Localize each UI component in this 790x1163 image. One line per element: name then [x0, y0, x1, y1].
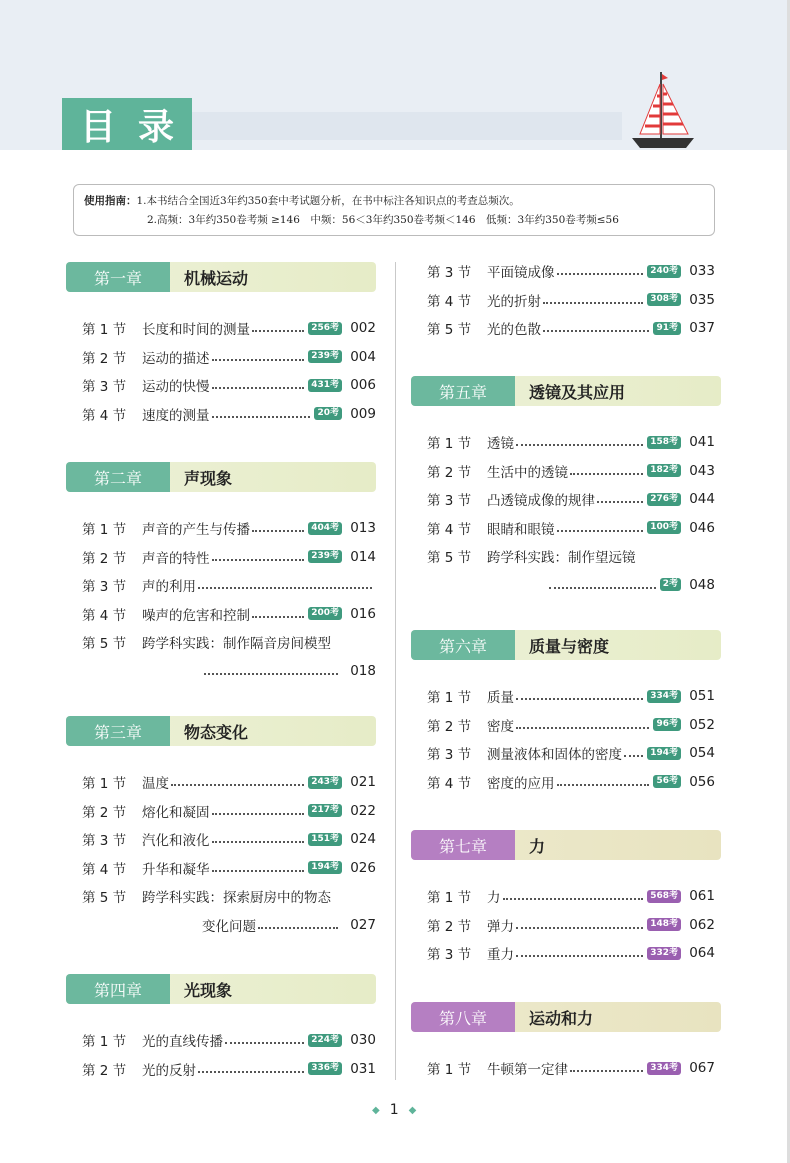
leader-dots: [516, 698, 643, 700]
frequency-badge: 256考: [308, 322, 342, 335]
leader-dots: [557, 273, 644, 275]
section-number: 第 1 节: [82, 1034, 127, 1050]
page-number: 1: [389, 1102, 399, 1118]
frequency-badge: 151考: [308, 833, 342, 846]
page-ref: 054: [689, 745, 715, 761]
frequency-badge: 239考: [308, 350, 342, 363]
page-ref: 009: [350, 405, 376, 422]
toc-row[interactable]: [427, 1057, 715, 1079]
page-ref: 021: [350, 774, 376, 790]
section-number: 第 1 节: [82, 522, 127, 538]
chapter-title: 机械运动: [184, 268, 249, 288]
toc-row[interactable]: [82, 800, 376, 822]
section-title: 跨学科实践：制作望远镜: [487, 550, 636, 566]
toc-row[interactable]: [82, 574, 376, 596]
leader-dots: [557, 784, 650, 786]
section-title: 噪声的危害和控制: [142, 607, 250, 624]
chapter-title: 质量与密度: [529, 636, 610, 656]
chapter-title: 运动和力: [529, 1008, 594, 1028]
chapter-title: 透镜及其应用: [529, 382, 626, 402]
section-title: 弹力: [487, 918, 514, 935]
section-number: 第 3 节: [82, 379, 127, 395]
section-number: 第 2 节: [427, 464, 472, 481]
frequency-badge: 194考: [647, 747, 681, 760]
toc-row[interactable]: [427, 431, 715, 453]
frequency-badge: 217考: [308, 804, 342, 817]
section-number: 第 2 节: [82, 804, 127, 821]
page-ref: 041: [689, 434, 715, 450]
page-footer: [372, 1102, 416, 1118]
page-ref: 016: [350, 605, 376, 622]
section-number: 第 1 节: [427, 1062, 472, 1078]
frequency-badge: 182考: [647, 464, 681, 477]
frequency-badge: 96考: [653, 718, 681, 731]
frequency-badge: 404考: [308, 522, 342, 535]
page-ref: 022: [350, 802, 376, 819]
section-number: 第 2 节: [82, 1062, 127, 1079]
frequency-badge: 334考: [647, 690, 681, 703]
diamond-right-icon: ◆: [408, 1104, 417, 1116]
section-title: 跨学科实践：探索厨房中的物态: [142, 890, 331, 906]
section-number: 第 4 节: [427, 293, 472, 310]
toc-row[interactable]: [427, 260, 715, 282]
page-ref: 043: [689, 462, 715, 479]
section-number: 第 3 节: [427, 493, 472, 509]
toc-row[interactable]: [427, 914, 715, 936]
section-title: 密度: [487, 718, 514, 735]
leader-dots: [252, 330, 304, 332]
chapter-title: 光现象: [184, 980, 233, 1000]
page-ref: 046: [689, 519, 715, 536]
page-ref: 027: [350, 916, 376, 933]
frequency-badge: 2考: [660, 578, 681, 591]
frequency-badge: 334考: [647, 1062, 681, 1075]
section-number: 第 5 节: [427, 550, 472, 566]
chapter-header-left-3[interactable]: [66, 974, 376, 1004]
page-ref: 004: [350, 348, 376, 365]
title-strip: [192, 112, 622, 140]
leader-dots: [204, 673, 338, 675]
chapter-tag: 第三章: [66, 716, 170, 746]
leader-dots: [212, 359, 305, 361]
leader-dots: [570, 1070, 643, 1072]
section-number: 第 5 节: [82, 636, 127, 652]
chapter-header-right-2[interactable]: [411, 830, 721, 860]
section-title: 光的折射: [487, 293, 541, 310]
page-ref: 048: [689, 576, 715, 593]
section-number: 第 5 节: [82, 890, 127, 906]
frequency-badge: 56考: [653, 775, 681, 788]
toc-row[interactable]: [427, 942, 715, 964]
chapter-header-right-1[interactable]: [411, 630, 721, 660]
leader-dots: [212, 416, 311, 418]
frequency-badge: 276考: [647, 493, 681, 506]
section-number: 第 2 节: [427, 718, 472, 735]
usage-guide: [73, 184, 715, 236]
chapter-tag: 第七章: [411, 830, 515, 860]
leader-dots: [212, 870, 305, 872]
page-ref: 035: [689, 291, 715, 308]
page-title: [62, 98, 192, 150]
toc-row[interactable]: [82, 828, 376, 850]
toc-row[interactable]: [82, 517, 376, 539]
sailboat-icon: [628, 70, 698, 150]
toc-row[interactable]: [82, 631, 376, 653]
section-number: 第 2 节: [82, 550, 127, 567]
chapter-header-right-0[interactable]: [411, 376, 721, 406]
page-ref: 067: [689, 1060, 715, 1076]
section-number: 第 4 节: [82, 861, 127, 878]
toc-row[interactable]: [427, 517, 715, 539]
section-number: 第 1 节: [427, 690, 472, 706]
section-title: 牛顿第一定律: [487, 1062, 568, 1078]
leader-dots: [212, 559, 305, 561]
page-ref: 052: [689, 716, 715, 733]
page-ref: 056: [689, 773, 715, 790]
section-number: 第 4 节: [427, 775, 472, 792]
page-ref: 013: [350, 520, 376, 536]
section-number: 第 3 节: [82, 579, 127, 595]
leader-dots: [570, 473, 643, 475]
chapter-title: 物态变化: [184, 722, 249, 742]
title-char-2: 录: [138, 106, 175, 148]
section-number: 第 1 节: [427, 436, 472, 452]
leader-dots: [557, 530, 644, 532]
section-title: 密度的应用: [487, 775, 555, 792]
section-title: 升华和凝华: [142, 861, 210, 878]
frequency-badge: 243考: [308, 776, 342, 789]
chapter-header-left-0[interactable]: [66, 262, 376, 292]
section-title: 熔化和凝固: [142, 804, 210, 821]
section-title: 光的反射: [142, 1062, 196, 1079]
frequency-badge: 194考: [308, 861, 342, 874]
page-ref: 026: [350, 859, 376, 876]
section-title: 声的利用: [142, 579, 196, 595]
section-title: 透镜: [487, 436, 514, 452]
guide-line-2: 2.高频：3年约350卷考频 ≥146 中频：56＜3年约350卷考频＜146 低频：3年约350卷考频≤56: [147, 214, 619, 226]
page-ref: 064: [689, 945, 715, 961]
page-ref: 061: [689, 888, 715, 904]
section-title: 温度: [142, 776, 169, 792]
toc-row[interactable]: [142, 914, 376, 936]
leader-dots: [171, 784, 304, 786]
toc-row[interactable]: [427, 771, 715, 793]
page-ref: 002: [350, 320, 376, 336]
toc-row[interactable]: [427, 885, 715, 907]
diamond-left-icon: ◆: [372, 1104, 380, 1116]
frequency-badge: 308考: [647, 293, 681, 306]
toc-row[interactable]: [82, 1029, 376, 1051]
chapter-tag: 第二章: [66, 462, 170, 492]
toc-row[interactable]: [427, 488, 715, 510]
section-title: 力: [487, 890, 501, 906]
title-char-1: 目: [80, 106, 117, 148]
toc-row[interactable]: [82, 403, 376, 425]
leader-dots: [252, 530, 304, 532]
chapter-title: 声现象: [184, 468, 233, 488]
frequency-badge: 100考: [647, 521, 681, 534]
toc-row[interactable]: [427, 545, 715, 567]
toc-row[interactable]: [82, 771, 376, 793]
frequency-badge: 431考: [308, 379, 342, 392]
chapter-header-left-2[interactable]: [66, 716, 376, 746]
section-title: 光的直线传播: [142, 1034, 223, 1050]
leader-dots: [503, 898, 644, 900]
page-ref: 018: [350, 662, 376, 679]
page-ref: 031: [350, 1060, 376, 1077]
chapter-title: 力: [529, 836, 546, 856]
section-title: 光的色散: [487, 322, 541, 338]
toc-row[interactable]: [487, 574, 715, 596]
frequency-badge: 336考: [308, 1062, 342, 1075]
leader-dots: [212, 387, 305, 389]
leader-dots: [198, 1071, 304, 1073]
leader-dots: [624, 755, 643, 757]
frequency-badge: 20考: [314, 407, 342, 420]
leader-dots: [212, 813, 305, 815]
leader-dots: [198, 587, 372, 589]
leader-dots: [516, 444, 643, 446]
toc-row[interactable]: [82, 317, 376, 339]
leader-dots: [212, 841, 305, 843]
toc-row[interactable]: [82, 603, 376, 625]
section-number: 第 3 节: [427, 747, 472, 763]
section-number: 第 3 节: [82, 833, 127, 849]
section-number: 第 4 节: [82, 607, 127, 624]
section-title: 运动的快慢: [142, 379, 210, 395]
toc-row[interactable]: [82, 374, 376, 396]
section-number: 第 3 节: [427, 947, 472, 963]
frequency-badge: 158考: [647, 436, 681, 449]
section-number: 第 1 节: [82, 322, 127, 338]
section-number: 第 2 节: [427, 918, 472, 935]
section-title: 声音的产生与传播: [142, 522, 250, 538]
leader-dots: [258, 927, 338, 929]
section-title: 测量液体和固体的密度: [487, 747, 622, 763]
section-title: 平面镜成像: [487, 265, 555, 281]
section-title: 速度的测量: [142, 407, 210, 424]
frequency-badge: 200考: [308, 607, 342, 620]
frequency-badge: 239考: [308, 550, 342, 563]
section-title: 声音的特性: [142, 550, 210, 567]
section-title: 生活中的透镜: [487, 464, 568, 481]
toc-row[interactable]: [82, 346, 376, 368]
chapter-tag: 第四章: [66, 974, 170, 1004]
section-title: 眼睛和眼镜: [487, 521, 555, 538]
section-title: 凸透镜成像的规律: [487, 493, 595, 509]
chapter-header-right-3[interactable]: [411, 1002, 721, 1032]
section-number: 第 3 节: [427, 265, 472, 281]
section-title: 变化问题: [202, 918, 256, 935]
leader-dots: [543, 330, 649, 332]
toc-row[interactable]: [82, 546, 376, 568]
column-divider: [395, 262, 396, 1080]
chapter-header-left-1[interactable]: [66, 462, 376, 492]
page-ref: 006: [350, 377, 376, 393]
frequency-badge: 148考: [647, 918, 681, 931]
chapter-tag: 第一章: [66, 262, 170, 292]
section-title: 跨学科实践：制作隔音房间模型: [142, 636, 331, 652]
section-number: 第 1 节: [82, 776, 127, 792]
frequency-badge: 240考: [647, 265, 681, 278]
leader-dots: [543, 302, 643, 304]
section-title: 质量: [487, 690, 514, 706]
leader-dots: [516, 927, 643, 929]
toc-row[interactable]: [427, 685, 715, 707]
page-ref: 037: [689, 320, 715, 336]
section-title: 长度和时间的测量: [142, 322, 250, 338]
page-ref: 033: [689, 263, 715, 279]
toc-row[interactable]: [82, 885, 376, 907]
leader-dots: [549, 587, 656, 589]
chapter-tag: 第六章: [411, 630, 515, 660]
chapter-tag: 第五章: [411, 376, 515, 406]
chapter-tag: 第八章: [411, 1002, 515, 1032]
page-ref: 051: [689, 688, 715, 704]
toc-row[interactable]: [82, 857, 376, 879]
guide-line-1: 1.本书结合全国近3年约350套中考试题分析，在书中标注各知识点的考查总频次。: [136, 195, 520, 207]
leader-dots: [252, 616, 304, 618]
frequency-badge: 332考: [647, 947, 681, 960]
section-title: 汽化和液化: [142, 833, 210, 849]
toc-row[interactable]: [82, 1058, 376, 1080]
page-ref: 044: [689, 491, 715, 507]
frequency-badge: 568考: [647, 890, 681, 903]
toc-row[interactable]: [427, 460, 715, 482]
page-ref: 014: [350, 548, 376, 565]
page-ref: 024: [350, 831, 376, 847]
section-number: 第 4 节: [427, 521, 472, 538]
page-ref: 062: [689, 916, 715, 933]
section-number: 第 2 节: [82, 350, 127, 367]
toc-row[interactable]: [427, 289, 715, 311]
toc-row[interactable]: [142, 660, 376, 682]
section-title: 重力: [487, 947, 514, 963]
frequency-badge: 91考: [653, 322, 681, 335]
leader-dots: [597, 501, 643, 503]
toc-row[interactable]: [427, 317, 715, 339]
guide-label: 使用指南：: [84, 195, 137, 207]
section-number: 第 4 节: [82, 407, 127, 424]
leader-dots: [516, 727, 649, 729]
section-title: 运动的描述: [142, 350, 210, 367]
page-ref: 030: [350, 1032, 376, 1048]
toc-row[interactable]: [427, 714, 715, 736]
toc-row[interactable]: [427, 742, 715, 764]
leader-dots: [516, 955, 643, 957]
section-number: 第 5 节: [427, 322, 472, 338]
leader-dots: [225, 1042, 304, 1044]
section-number: 第 1 节: [427, 890, 472, 906]
frequency-badge: 224考: [308, 1034, 342, 1047]
